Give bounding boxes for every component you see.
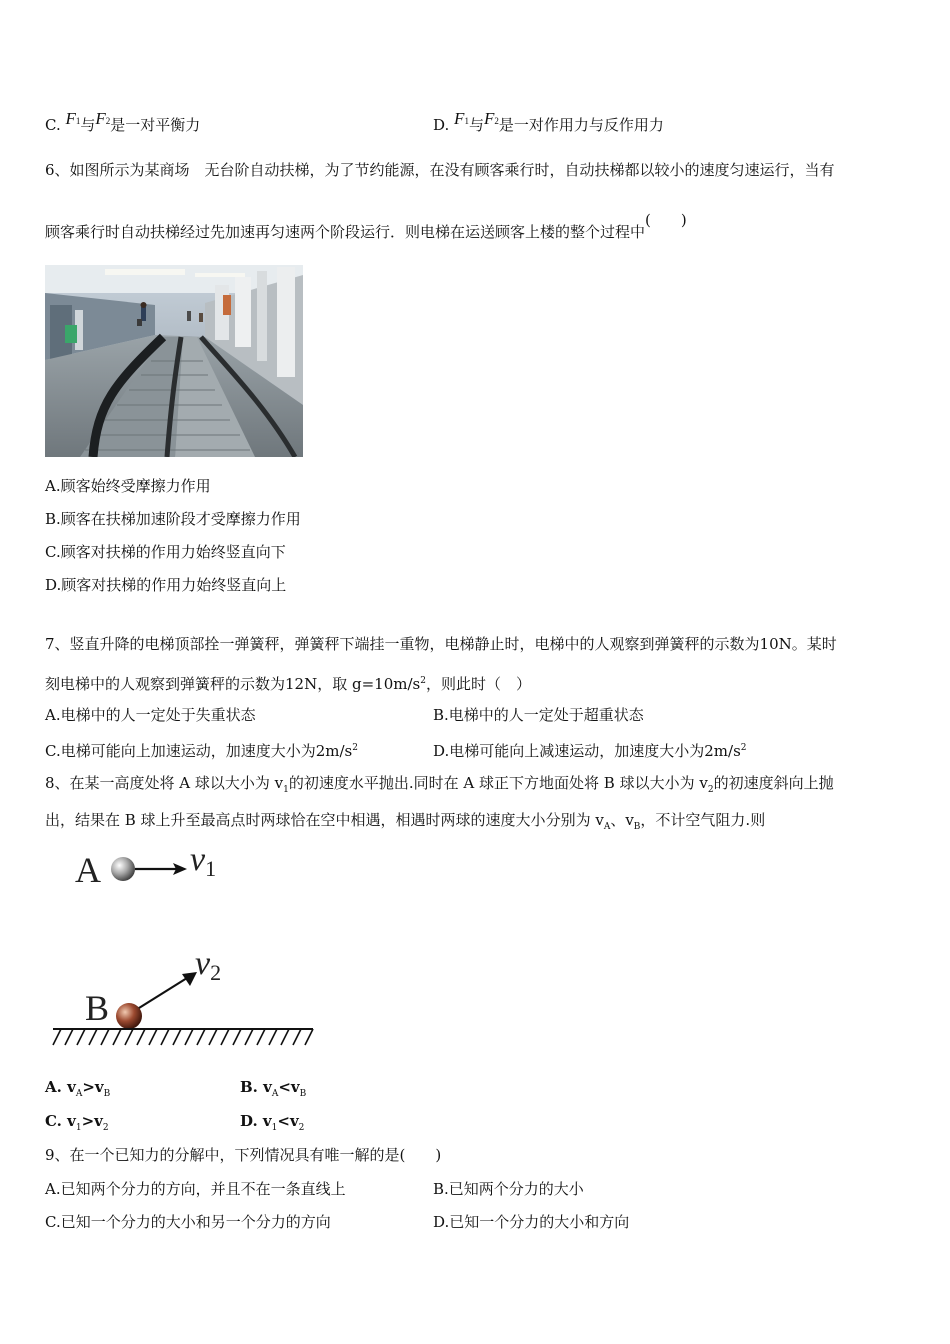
label-b: B xyxy=(85,988,110,1028)
q7-stem-line2 xyxy=(45,671,531,694)
option-text: 是一对作用力与反作用力 xyxy=(498,116,664,134)
q9-option-d: D.已知一个分力的大小和方向 xyxy=(433,1213,630,1231)
option-label: C. xyxy=(45,116,61,134)
q8-stem-line2 xyxy=(45,810,765,837)
q6-option-c: C.顾客对扶梯的作用力始终竖直向下 xyxy=(45,543,286,561)
q6-stem-text: 顾客乘行时自动扶梯经过先加速再匀速两个阶段运行．则电梯在运送顾客上楼的整个过程中 xyxy=(45,223,646,241)
q5-option-c xyxy=(45,109,201,137)
f2-symbol: F2 xyxy=(95,109,111,128)
ball-b xyxy=(116,1003,142,1029)
label-v2: v2 xyxy=(195,945,222,985)
f2-symbol: F2 xyxy=(483,109,499,128)
escalator-photo xyxy=(45,265,303,457)
q7-stem-line1: 7、竖直升降的电梯顶部拴一弹簧秤，弹簧秤下端挂一重物，电梯静止时，电梯中的人观察到弹簧秤的示数为10N。某时 xyxy=(45,635,837,653)
ball-a xyxy=(111,857,135,881)
q8-text-part: 、v xyxy=(610,811,634,829)
projectile-figure xyxy=(45,840,325,1059)
q7-option-a: A.电梯中的人一定处于失重状态 xyxy=(45,706,256,724)
q6-option-b: B.顾客在扶梯加速阶段才受摩擦力作用 xyxy=(45,510,301,528)
q6-option-d: D.顾客对扶梯的作用力始终竖直向上 xyxy=(45,576,287,594)
superscript: 2 xyxy=(740,743,747,753)
connector-text: 与 xyxy=(80,116,96,134)
q8-text-part: 出，结果在 B 球上升至最高点时两球恰在空中相遇，相遇时两球的速度大小分别为 v xyxy=(45,811,604,829)
subscript: A xyxy=(603,822,611,832)
option-text: C.电梯可能向上加速运动，加速度大小为2m/s xyxy=(45,742,353,760)
superscript: 2 xyxy=(420,676,426,686)
option-text: 是一对平衡力 xyxy=(110,116,201,134)
subscript: 2 xyxy=(707,785,714,795)
q8-text-part: 8、在某一高度处将 A 球以大小为 v xyxy=(45,774,284,792)
q9-option-b: B.已知两个分力的大小 xyxy=(433,1180,584,1198)
q7-option-c xyxy=(45,738,358,761)
label-v1: v1 xyxy=(190,841,217,881)
q8-option-c: C. $v_1>v_2$ xyxy=(45,1112,109,1133)
q6-stem-line1: 6、如图所示为某商场 无台阶自动扶梯，为了节约能源，在没有顾客乘行时，自动扶梯都以较小的速度匀速运行，当有 xyxy=(45,161,835,179)
option-label: D. xyxy=(433,116,450,134)
q8-option-b: B. $v_A<v_B$ xyxy=(240,1078,307,1099)
superscript: 2 xyxy=(352,743,358,753)
q8-option-d: D. $v_1<v_2$ xyxy=(240,1112,305,1133)
label-a: A xyxy=(75,850,101,890)
subscript: 1 xyxy=(283,785,289,795)
answer-paren: ( ) xyxy=(645,211,687,229)
option-text: D.电梯可能向上减速运动，加速度大小为2m/s xyxy=(433,742,741,760)
q6-option-a: A.顾客始终受摩擦力作用 xyxy=(45,477,211,495)
f1-symbol: F1 xyxy=(65,109,81,128)
q5-option-d xyxy=(433,109,664,137)
q9-option-a: A.已知两个分力的方向，并且不在一条直线上 xyxy=(45,1180,346,1198)
q8-text-part: ，不计空气阻力.则 xyxy=(640,811,766,829)
ground-hatching xyxy=(53,1029,313,1045)
velocity-arrow-v2 xyxy=(139,978,187,1008)
connector-text: 与 xyxy=(468,116,484,134)
q6-stem-line2 xyxy=(45,211,687,242)
q7-option-b: B.电梯中的人一定处于超重状态 xyxy=(433,706,644,724)
q8-text-part: 的初速度水平抛出.同时在 A 球正下方地面处将 B 球以大小为 v xyxy=(288,774,708,792)
q9-option-c: C.已知一个分力的大小和另一个分力的方向 xyxy=(45,1213,331,1231)
f1-symbol: F1 xyxy=(454,109,469,128)
q8-text-part: 的初速度斜向上抛 xyxy=(713,774,834,792)
q7-stem-tail: ，则此时（ ） xyxy=(425,675,531,693)
q9-stem: 9、在一个已知力的分解中，下列情况具有唯一解的是( ) xyxy=(45,1146,442,1164)
q7-option-d xyxy=(433,738,747,761)
subscript: B xyxy=(633,822,641,832)
q8-stem-line1 xyxy=(45,773,834,800)
q8-option-a: A. $v_A>v_B$ xyxy=(45,1078,111,1099)
q7-stem-text: 刻电梯中的人观察到弹簧秤的示数为12N，取 g=10m/s xyxy=(45,675,421,693)
